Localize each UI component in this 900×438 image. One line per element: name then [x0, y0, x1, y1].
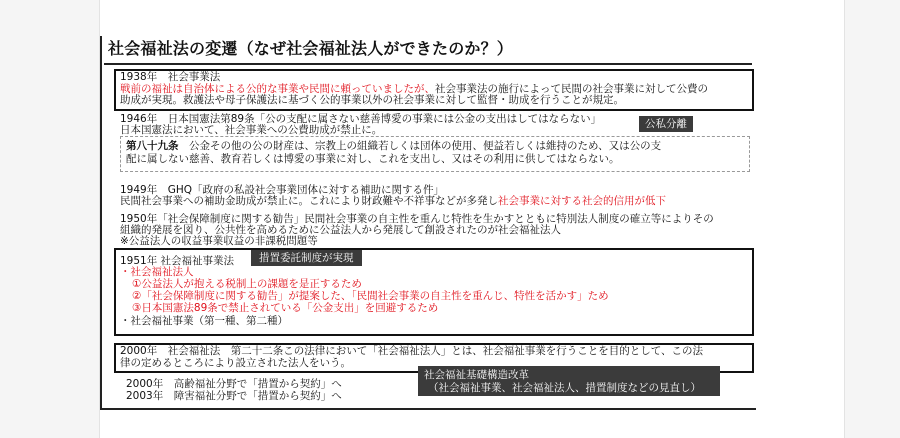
section-1949-line2 [120, 195, 666, 207]
section-1938-red-text: 戦前の福祉は自治体による公的な事業や民間に頼っていましたが、 [120, 83, 435, 95]
section-1949-line1: 1949年 GHQ「政府の私設社会事業団体に対する補助に関する件」 [120, 184, 445, 196]
document-page [99, 0, 845, 438]
article-89-text1: 公金その他の公の財産は、宗教上の組織若しくは団体の使用、便益若しくは維持のため、又は公の支 [189, 140, 662, 152]
tag-measure-entrustment: 措置委託制度が実現 [251, 250, 362, 266]
section-1951-item1: ①公益法人が抱える税制上の課題を是正するため [132, 278, 362, 290]
footer-line-2003: 2003年 障害福祉分野で「措置から契約」へ [126, 390, 342, 402]
article-89-label: 第八十九条 [126, 140, 179, 152]
section-1951-heading: 1951年 社会福祉事業法 [120, 255, 235, 267]
section-1946-line2: 日本国憲法において、社会事業への公費助成が禁止に。 [120, 124, 383, 136]
title-underline [104, 63, 752, 65]
section-1946-line1: 1946年 日本国憲法第89条「公の支配に属さない慈善博愛の事業には公金の支出はしてはならない」 [120, 113, 602, 125]
section-1938-heading: 1938年 社会事業法 [120, 71, 221, 83]
section-2000-line1: 2000年 社会福祉法 第二十二条この法律において「社会福祉法人」とは、社会福祉事業を行うことを目的として、この法 [120, 345, 704, 357]
section-1951-item2: ②「社会保障制度に関する勧告」が提案した、「民間社会事業の自主性を重んじ、特性を活かす」ため [132, 290, 609, 302]
structural-reform-detail: （社会福祉事業、社会福祉法人、措置制度などの見直し） [428, 382, 701, 394]
slide [100, 36, 756, 410]
page-title: 社会福祉法の変遷（なぜ社会福祉法人ができたのか？） [108, 39, 514, 58]
section-1950-line1: 1950年「社会保障制度に関する勧告」民間社会事業の自主性を重んじ特性を生かすとともに特別法人制度の確立等によりその [120, 213, 714, 225]
section-1950-line2: 組織的発展を図り、公共性を高めるために公益法人から発展して創設されたのが社会福祉法人 [120, 224, 561, 236]
tag-public-private-separation: 公私分離 [639, 116, 693, 132]
tag-structural-reform [418, 366, 720, 396]
footer-line-2000: 2000年 高齢福祉分野で「措置から契約」へ [126, 378, 342, 390]
section-1950-line3: ※公益法人の収益事業収益の非課税問題等 [120, 235, 318, 247]
section-1938-line3: 助成が実現。救護法や母子保護法に基づく公的事業以外の社会事業に対して監督・助成を行うことが規定。 [120, 94, 624, 106]
section-1949-red-text: 社会事業に対する社会的信用が低下 [498, 195, 666, 207]
section-1951-bullet1: ・社会福祉法人 [120, 266, 194, 278]
section-2000-line2: 律の定めるところにより設立された法人をいう。 [120, 357, 351, 369]
article-89-line1 [126, 140, 661, 152]
structural-reform-title: 社会福祉基礎構造改革 [424, 369, 529, 381]
section-1938-black-text: 社会事業法の施行によって民間の社会事業に対して公費の [435, 83, 708, 95]
section-1951-bullet2: ・社会福祉事業（第一種、第二種） [120, 315, 288, 327]
section-1949-black-text: 民間社会事業への補助金助成が禁止に。これにより財政難や不祥事などが多発し [120, 195, 498, 207]
section-1951-item3: ③日本国憲法89条で禁止されている「公金支出」を回避するため [132, 302, 439, 314]
article-89-line2: 配に属しない慈善、教育若しくは博愛の事業に対し、これを支出し、又はその利用に供してはならない。 [126, 153, 620, 165]
